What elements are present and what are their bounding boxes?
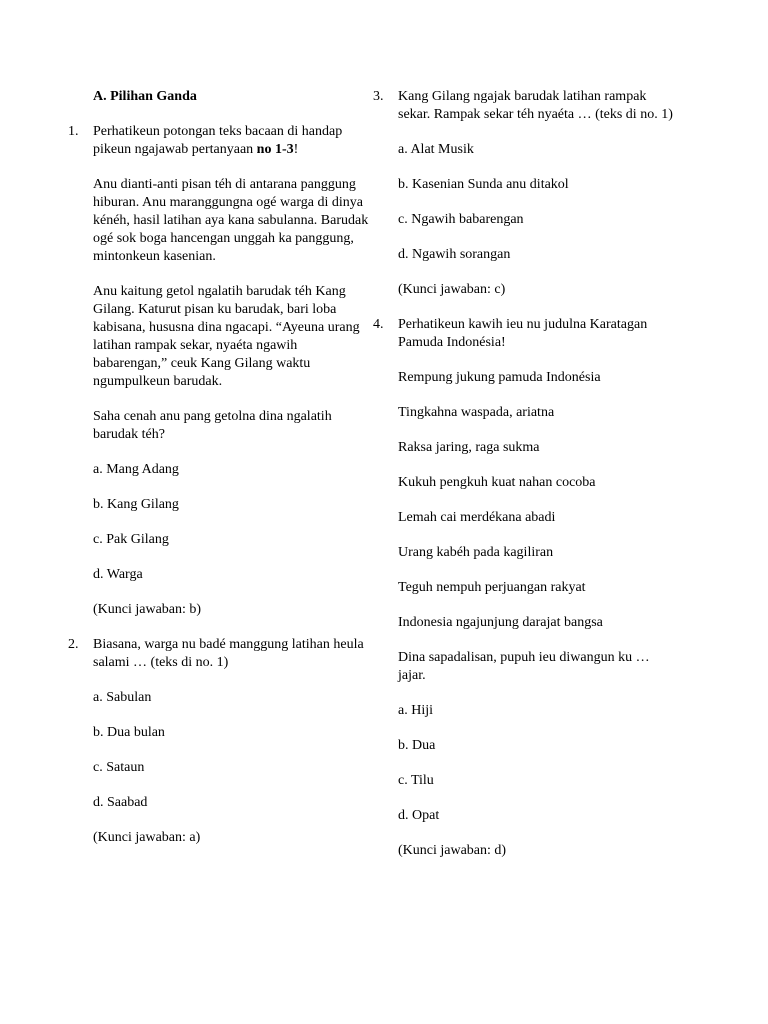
lyric-line-3: Raksa jaring, raga sukma	[398, 440, 540, 455]
lyric-line-1: Rempung jukung pamuda Indonésia	[398, 370, 601, 385]
intro-end-text: !	[293, 142, 299, 157]
intro-text: Perhatikeun potongan teks bacaan di handap pikeun ngajawab pertanyaan	[93, 124, 343, 157]
question-2	[68, 636, 369, 847]
option-b: b. Dua	[398, 738, 436, 753]
lyric-line-5: Lemah cai merdékana abadi	[398, 510, 556, 525]
option-c: c. Pak Gilang	[93, 532, 169, 547]
lyric-line-4: Kukuh pengkuh kuat nahan cocoba	[398, 475, 596, 490]
option-c: c. Sataun	[93, 760, 145, 775]
lyric-line-6: Urang kabéh pada kagiliran	[398, 545, 554, 560]
answer-key: (Kunci jawaban: c)	[398, 282, 506, 297]
intro-bold-text: no 1-3	[256, 142, 294, 157]
question-number: 4.	[373, 317, 384, 332]
option-a: a. Hiji	[398, 703, 433, 718]
question-text: Perhatikeun kawih ieu nu judulna Karatagan Pamuda Indonésia!	[398, 317, 648, 350]
option-a: a. Sabulan	[93, 690, 152, 705]
question-4	[373, 316, 680, 860]
option-b: b. Kang Gilang	[93, 497, 179, 512]
option-c: c. Ngawih babarengan	[398, 212, 524, 227]
question-1	[68, 123, 369, 619]
question-text-2: Dina sapadalisan, pupuh ieu diwangun ku … jajar.	[398, 650, 650, 683]
option-b: b. Dua bulan	[93, 725, 165, 740]
option-b: b. Kasenian Sunda anu ditakol	[398, 177, 569, 192]
option-d: d. Saabad	[93, 795, 148, 810]
passage-paragraph-1: Anu dianti-anti pisan téh di antarana panggung hiburan. Anu maranggungna ogé warga di dinya kénéh, hasil latihan aya kana sabulanna. Barudak ogé sok boga hancengan unggah ka panggung, mintonkeun kasenian.	[93, 177, 369, 264]
option-a: a. Mang Adang	[93, 462, 179, 477]
question-number: 2.	[68, 637, 79, 652]
answer-key: (Kunci jawaban: a)	[93, 830, 201, 845]
answer-key: (Kunci jawaban: d)	[398, 843, 507, 858]
passage-paragraph-2: Anu kaitung getol ngalatih barudak téh Kang Gilang. Katurut pisan ku barudak, bari loba kabisana, hususna dina ngacapi. “Ayeuna urang latihan rampak sekar, nyaéta ngawih babarengan,” ceuk Kang Gilang waktu ngumpulkeun barudak.	[93, 284, 360, 389]
option-d: d. Ngawih sorangan	[398, 247, 511, 262]
option-d: d. Warga	[93, 567, 143, 582]
option-d: d. Opat	[398, 808, 440, 823]
question-3	[373, 88, 680, 299]
section-title: A. Pilihan Ganda	[93, 89, 197, 104]
right-column	[373, 88, 680, 877]
lyric-line-2: Tingkahna waspada, ariatna	[398, 405, 555, 420]
option-a: a. Alat Musik	[398, 142, 474, 157]
lyric-line-8: Indonesia ngajunjung darajat bangsa	[398, 615, 603, 630]
question-text: Kang Gilang ngajak barudak latihan rampak sekar. Rampak sekar téh nyaéta … (teks di no. 1)	[398, 89, 673, 122]
question-number: 3.	[373, 89, 384, 104]
option-c: c. Tilu	[398, 773, 434, 788]
lyric-line-7: Teguh nempuh perjuangan rakyat	[398, 580, 586, 595]
question-text: Biasana, warga nu badé manggung latihan heula salami … (teks di no. 1)	[93, 637, 364, 670]
question-intro	[93, 123, 369, 159]
left-column	[68, 88, 369, 864]
question-text: Saha cenah anu pang getolna dina ngalatih barudak téh?	[93, 409, 332, 442]
question-number: 1.	[68, 124, 79, 139]
answer-key: (Kunci jawaban: b)	[93, 602, 202, 617]
